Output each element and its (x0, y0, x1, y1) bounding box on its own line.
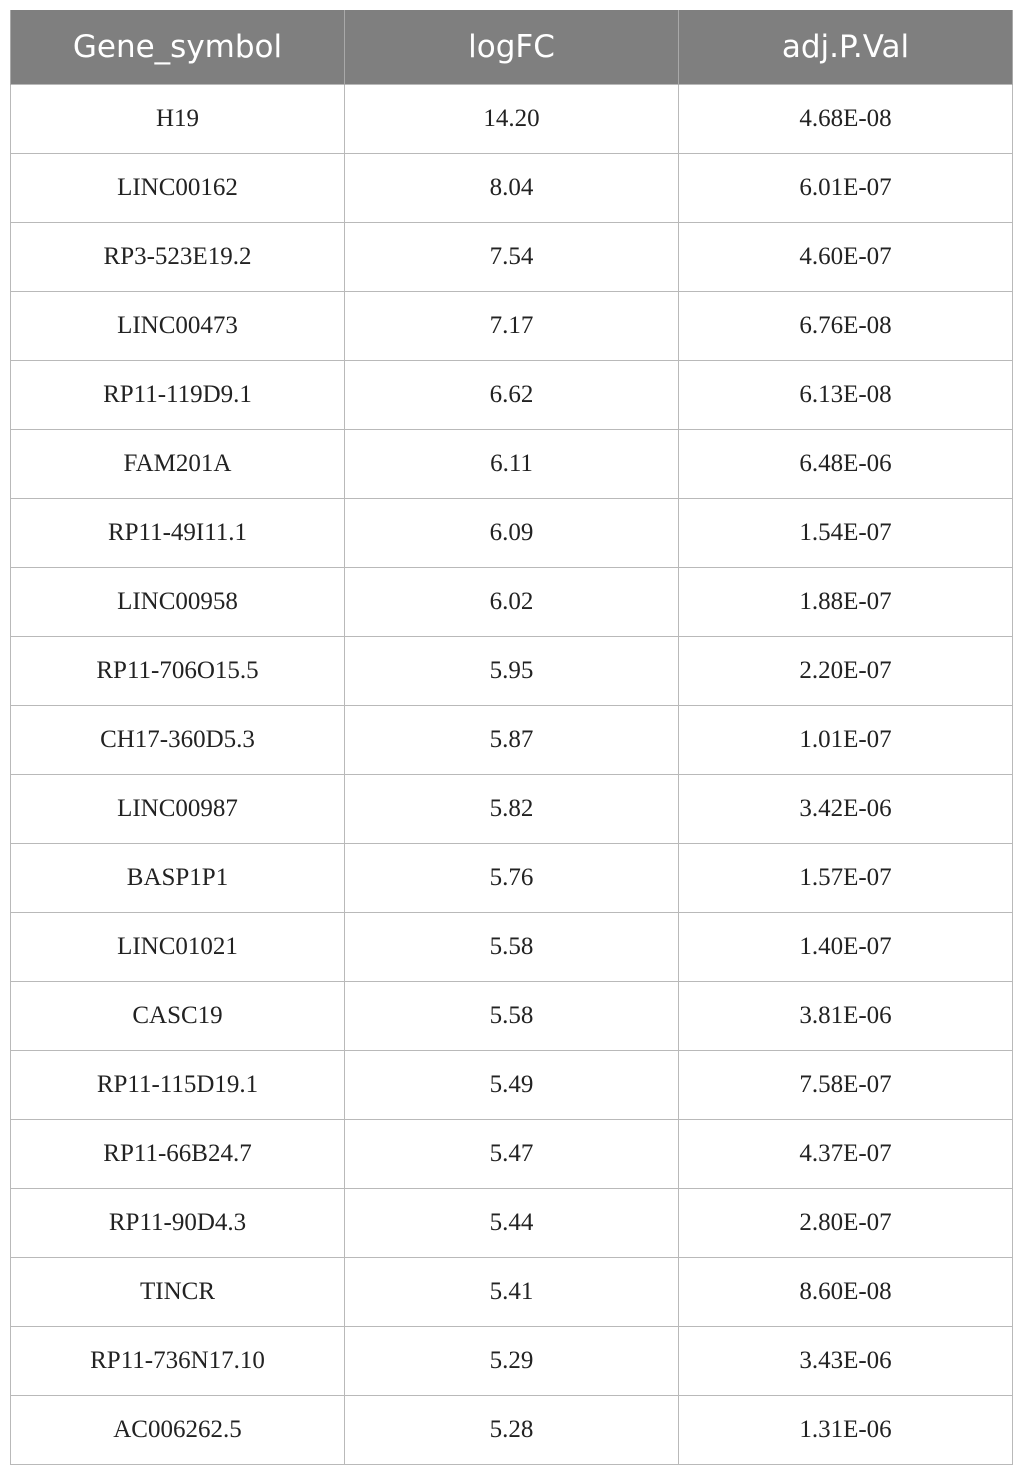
data-table-container (10, 10, 1012, 1465)
adj-p-val-cell: 3.42E-06 (679, 775, 1013, 844)
logfc-cell: 5.47 (345, 1120, 679, 1189)
adj-p-val-cell: 6.01E-07 (679, 154, 1013, 223)
gene-symbol-cell: H19 (11, 85, 345, 154)
gene-symbol-cell: LINC01021 (11, 913, 345, 982)
column-header-adj-p-val: adj.P.Val (679, 10, 1013, 85)
adj-p-val-cell: 1.88E-07 (679, 568, 1013, 637)
gene-symbol-cell: RP11-66B24.7 (11, 1120, 345, 1189)
column-header-gene-symbol: Gene_symbol (11, 10, 345, 85)
gene-symbol-cell: LINC00987 (11, 775, 345, 844)
adj-p-val-cell: 8.60E-08 (679, 1258, 1013, 1327)
adj-p-val-cell: 6.76E-08 (679, 292, 1013, 361)
adj-p-val-cell: 4.68E-08 (679, 85, 1013, 154)
logfc-cell: 5.95 (345, 637, 679, 706)
gene-symbol-cell: CASC19 (11, 982, 345, 1051)
logfc-cell: 5.41 (345, 1258, 679, 1327)
logfc-cell: 5.76 (345, 844, 679, 913)
table-row (11, 361, 1013, 430)
table-row (11, 775, 1013, 844)
table-row (11, 1189, 1013, 1258)
table-row (11, 706, 1013, 775)
adj-p-val-cell: 2.80E-07 (679, 1189, 1013, 1258)
table-row (11, 499, 1013, 568)
gene-symbol-cell: RP11-90D4.3 (11, 1189, 345, 1258)
logfc-cell: 6.02 (345, 568, 679, 637)
logfc-cell: 5.58 (345, 982, 679, 1051)
logfc-cell: 6.11 (345, 430, 679, 499)
logfc-cell: 5.87 (345, 706, 679, 775)
logfc-cell: 5.28 (345, 1396, 679, 1465)
adj-p-val-cell: 6.48E-06 (679, 430, 1013, 499)
logfc-cell: 14.20 (345, 85, 679, 154)
logfc-cell: 5.44 (345, 1189, 679, 1258)
logfc-cell: 5.58 (345, 913, 679, 982)
adj-p-val-cell: 2.20E-07 (679, 637, 1013, 706)
gene-symbol-cell: RP3-523E19.2 (11, 223, 345, 292)
column-header-logfc: logFC (345, 10, 679, 85)
table-row (11, 1327, 1013, 1396)
gene-symbol-cell: TINCR (11, 1258, 345, 1327)
table-row (11, 292, 1013, 361)
adj-p-val-cell: 4.37E-07 (679, 1120, 1013, 1189)
table-row (11, 1396, 1013, 1465)
adj-p-val-cell: 1.57E-07 (679, 844, 1013, 913)
gene-symbol-cell: FAM201A (11, 430, 345, 499)
gene-symbol-cell: RP11-115D19.1 (11, 1051, 345, 1120)
gene-symbol-cell: BASP1P1 (11, 844, 345, 913)
table-row (11, 1051, 1013, 1120)
gene-symbol-cell: LINC00162 (11, 154, 345, 223)
header-row (11, 10, 1013, 85)
gene-symbol-cell: RP11-49I11.1 (11, 499, 345, 568)
table-row (11, 430, 1013, 499)
logfc-cell: 5.29 (345, 1327, 679, 1396)
logfc-cell: 7.17 (345, 292, 679, 361)
gene-symbol-cell: RP11-119D9.1 (11, 361, 345, 430)
gene-table (10, 10, 1013, 1465)
table-row (11, 1258, 1013, 1327)
logfc-cell: 6.62 (345, 361, 679, 430)
adj-p-val-cell: 1.31E-06 (679, 1396, 1013, 1465)
gene-symbol-cell: RP11-736N17.10 (11, 1327, 345, 1396)
logfc-cell: 5.49 (345, 1051, 679, 1120)
gene-symbol-cell: LINC00473 (11, 292, 345, 361)
table-row (11, 982, 1013, 1051)
adj-p-val-cell: 7.58E-07 (679, 1051, 1013, 1120)
logfc-cell: 6.09 (345, 499, 679, 568)
adj-p-val-cell: 1.54E-07 (679, 499, 1013, 568)
adj-p-val-cell: 1.01E-07 (679, 706, 1013, 775)
gene-symbol-cell: LINC00958 (11, 568, 345, 637)
table-row (11, 154, 1013, 223)
table-row (11, 1120, 1013, 1189)
adj-p-val-cell: 3.81E-06 (679, 982, 1013, 1051)
gene-symbol-cell: RP11-706O15.5 (11, 637, 345, 706)
adj-p-val-cell: 6.13E-08 (679, 361, 1013, 430)
logfc-cell: 7.54 (345, 223, 679, 292)
table-header (11, 10, 1013, 85)
logfc-cell: 8.04 (345, 154, 679, 223)
gene-symbol-cell: AC006262.5 (11, 1396, 345, 1465)
adj-p-val-cell: 3.43E-06 (679, 1327, 1013, 1396)
table-body (11, 85, 1013, 1465)
table-row (11, 568, 1013, 637)
table-row (11, 844, 1013, 913)
table-row (11, 913, 1013, 982)
adj-p-val-cell: 4.60E-07 (679, 223, 1013, 292)
adj-p-val-cell: 1.40E-07 (679, 913, 1013, 982)
table-row (11, 85, 1013, 154)
table-row (11, 223, 1013, 292)
table-row (11, 637, 1013, 706)
logfc-cell: 5.82 (345, 775, 679, 844)
gene-symbol-cell: CH17-360D5.3 (11, 706, 345, 775)
